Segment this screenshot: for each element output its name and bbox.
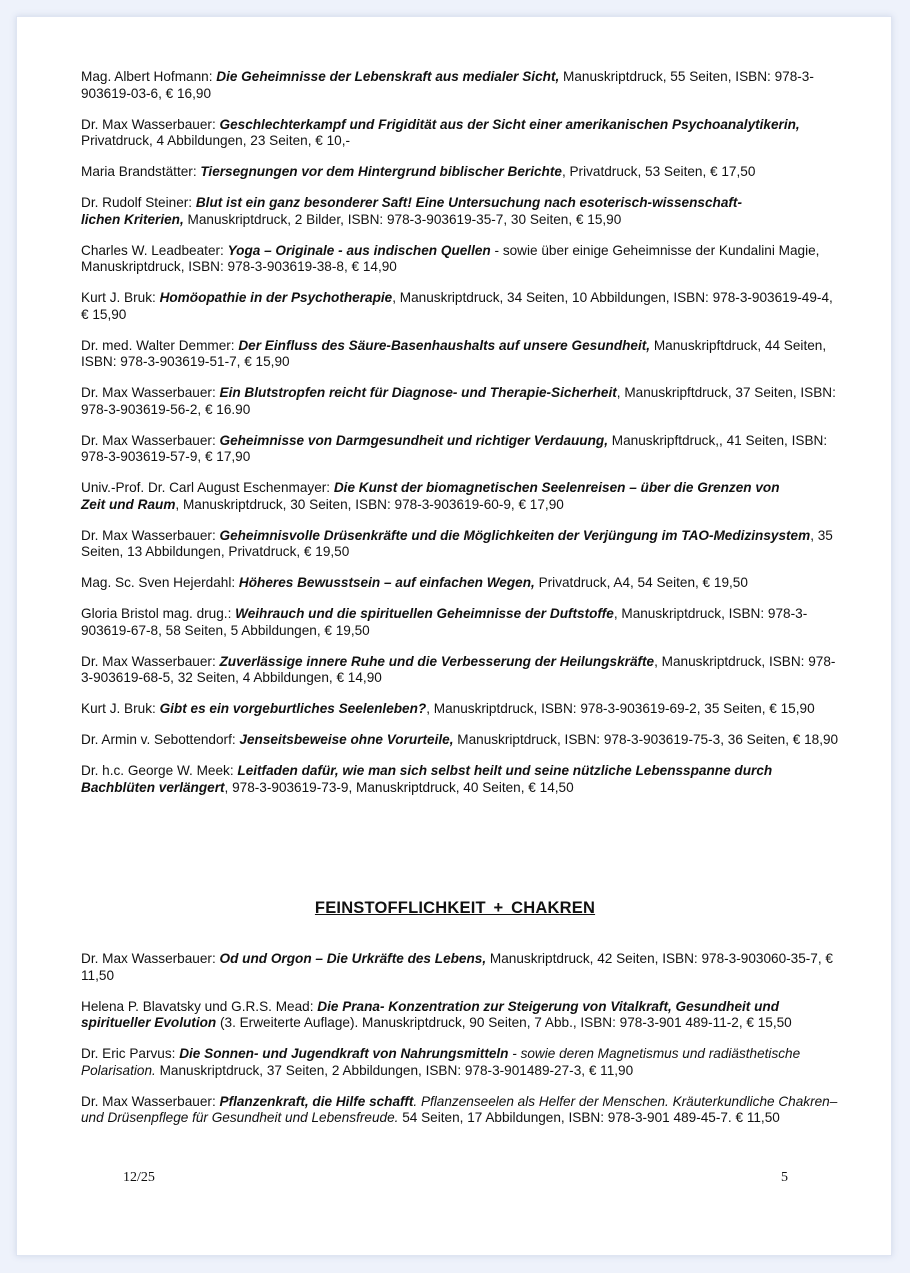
- book-title: Die Geheimnisse der Lebenskraft aus medialer Sicht,: [216, 69, 560, 84]
- book-title: Der Einfluss des Säure-Basenhaushalts auf unsere Gesundheit,: [238, 337, 651, 353]
- book-entry: Dr. Rudolf Steiner: Blut ist ein ganz besonderer Saft! Eine Untersuchung nach esoterisch-wissenschaft-lichen Kriterien, Manuskriptdruck, 2 Bilder, ISBN: 978-3-903619-35-7, 30 Seiten, € 15,90: [81, 195, 742, 227]
- book-title: Gibt es ein vorgeburtliches Seelenleben?: [159, 701, 427, 716]
- book-title: Blut ist ein ganz besonderer Saft! Eine Untersuchung nach esoterisch-wissenschaft-lichen Kriterien,: [81, 195, 742, 227]
- book-entry: Gloria Bristol mag. drug.: Weihrauch und die spirituellen Geheimnisse der Duftstoffe, Manuskriptdruck, ISBN: 978-3-903619-67-8, 58 Seiten, 5 Abbildungen, € 19,50: [81, 606, 808, 638]
- book-entry: Univ.-Prof. Dr. Carl August Eschenmayer: Die Kunst der biomagnetischen Seelenreisen – über die Grenzen von Zeit und Raum, Manuskriptdruck, 30 Seiten, ISBN: 978-3-903619-60-9, € 17,90: [81, 480, 780, 512]
- book-list-top: [81, 69, 841, 811]
- book-title: Ein Blutstropfen reicht für Diagnose- und Therapie-Sicherheit: [219, 385, 617, 400]
- page-number: 5: [781, 1170, 788, 1185]
- book-title: Pflanzenkraft, die Hilfe schafft: [219, 1093, 414, 1109]
- book-title: Geschlechterkampf und Frigidität aus der Sicht einer amerikanischen Psychoanalytikerin,: [219, 116, 800, 132]
- book-title: Yoga – Originale - aus indischen Quellen: [227, 242, 491, 258]
- book-entry: Dr. Max Wasserbauer: Pflanzenkraft, die Hilfe schafft. Pflanzenseelen als Helfer der Menschen. Kräuterkundliche Chakren– und Drüsenpflege für Gesundheit und Lebensfreude. 54 Seiten, 17 Abbildungen, ISBN: 978-3-901 489-45-7. € 11,50: [81, 1093, 838, 1125]
- book-entry: Dr. Armin v. Sebottendorf: Jenseitsbeweise ohne Vorurteile, Manuskriptdruck, ISBN: 978-3-903619-75-3, 36 Seiten, € 18,90: [81, 732, 839, 747]
- book-entry: Mag. Sc. Sven Hejerdahl: Höheres Bewusstsein – auf einfachen Wegen, Privatdruck, A4, 54 Seiten, € 19,50: [81, 575, 748, 590]
- book-title: Höheres Bewusstsein – auf einfachen Wegen,: [238, 575, 535, 590]
- book-title: Jenseitsbeweise ohne Vorurteile,: [239, 732, 454, 747]
- book-title: Leitfaden dafür, wie man sich selbst heilt und seine nützliche Lebensspanne durch Bachblüten verlängert: [81, 763, 773, 795]
- footer-date: 12/25: [123, 1170, 155, 1185]
- book-title: Die Prana- Konzentration zur Steigerung von Vitalkraft, Gesundheit und spiritueller Evolution: [81, 998, 779, 1030]
- book-title: Homöopathie in der Psychotherapie: [159, 290, 393, 305]
- book-entry: Kurt J. Bruk: Homöopathie in der Psychotherapie, Manuskriptdruck, 34 Seiten, 10 Abbildungen, ISBN: 978-3-903619-49-4, € 15,90: [81, 290, 833, 322]
- book-entry: Dr. Max Wasserbauer: Geschlechterkampf und Frigidität aus der Sicht einer amerikanischen Psychoanalytikerin, Privatdruck, 4 Abbildungen, 23 Seiten, € 10,-: [81, 116, 800, 148]
- book-title: Od und Orgon – Die Urkräfte des Lebens,: [219, 951, 487, 966]
- section-heading: FEINSTOFFLICHKEIT + CHAKREN: [314, 899, 596, 917]
- book-entry: Dr. Max Wasserbauer: Od und Orgon – Die Urkräfte des Lebens, Manuskriptdruck, 42 Seiten, ISBN: 978-3-903060-35-7, € 11,50: [81, 951, 833, 983]
- book-title: Zuverlässige innere Ruhe und die Verbesserung der Heilungskräfte: [219, 653, 655, 669]
- document-page: [16, 16, 892, 1256]
- book-list-bottom: [81, 951, 841, 1141]
- book-title: Die Kunst der biomagnetischen Seelenreisen – über die Grenzen von Zeit und Raum: [81, 480, 780, 512]
- book-entry: Dr. Max Wasserbauer: Zuverlässige innere Ruhe und die Verbesserung der Heilungskräfte, Manuskriptdruck, ISBN: 978-3-903619-68-5, 32 Seiten, 4 Abbildungen, € 14,90: [81, 653, 836, 685]
- book-entry: Dr. Max Wasserbauer: Ein Blutstropfen reicht für Diagnose- und Therapie-Sicherheit, Manuskripftdruck, 37 Seiten, ISBN: 978-3-903619-56-2, € 16.90: [81, 385, 836, 417]
- book-entry: Helena P. Blavatsky und G.R.S. Mead: Die Prana- Konzentration zur Steigerung von Vitalkraft, Gesundheit und spiritueller Evolution (3. Erweiterte Auflage). Manuskriptdruck, 90 Seiten, 7 Abb., ISBN: 978-3-901 489-11-2, € 15,50: [81, 998, 792, 1030]
- book-entry: Kurt J. Bruk: Gibt es ein vorgeburtliches Seelenleben?, Manuskriptdruck, ISBN: 978-3-903619-69-2, 35 Seiten, € 15,90: [81, 701, 815, 716]
- book-entry: Dr. h.c. George W. Meek: Leitfaden dafür, wie man sich selbst heilt und seine nützliche Lebensspanne durch Bachblüten verlängert, 978-3-903619-73-9, Manuskriptdruck, 40 Seiten, € 14,50: [81, 763, 773, 795]
- book-entry: Maria Brandstätter: Tiersegnungen vor dem Hintergrund biblischer Berichte, Privatdruck, 53 Seiten, € 17,50: [81, 164, 756, 179]
- book-title: Geheimnisvolle Drüsenkräfte und die Möglichkeiten der Verjüngung im TAO-Medizinsystem: [219, 527, 811, 543]
- book-entry: Charles W. Leadbeater: Yoga – Originale - aus indischen Quellen - sowie über einige Geheimnisse der Kundalini Magie, Manuskriptdruck, ISBN: 978-3-903619-38-8, € 14,90: [81, 242, 820, 274]
- book-title: Weihrauch und die spirituellen Geheimnisse der Duftstoffe: [235, 606, 614, 621]
- book-title: Die Sonnen- und Jugendkraft von Nahrungsmitteln: [179, 1046, 509, 1061]
- book-entry: Dr. Eric Parvus: Die Sonnen- und Jugendkraft von Nahrungsmitteln - sowie deren Magnetismus und radiästhetische Polarisation. Manuskriptdruck, 37 Seiten, 2 Abbildungen, ISBN: 978-3-901489-27-3, € 11,90: [81, 1046, 801, 1078]
- book-entry: Dr. med. Walter Demmer: Der Einfluss des Säure-Basenhaushalts auf unsere Gesundheit, Manuskripftdruck, 44 Seiten, ISBN: 978-3-903619-51-7, € 15,90: [81, 337, 827, 369]
- book-title: Tiersegnungen vor dem Hintergrund biblischer Berichte: [200, 164, 562, 179]
- book-title: Geheimnisse von Darmgesundheit und richtiger Verdauung,: [219, 432, 608, 448]
- book-entry: Dr. Max Wasserbauer: Geheimnisvolle Drüsenkräfte und die Möglichkeiten der Verjüngung im TAO-Medizinsystem, 35 Seiten, 13 Abbildungen, Privatdruck, € 19,50: [81, 527, 833, 559]
- book-entry: Mag. Albert Hofmann: Die Geheimnisse der Lebenskraft aus medialer Sicht, Manuskriptdruck, 55 Seiten, ISBN: 978-3-903619-03-6, € 16,90: [81, 69, 814, 101]
- book-entry: Dr. Max Wasserbauer: Geheimnisse von Darmgesundheit und richtiger Verdauung, Manuskripftdruck,, 41 Seiten, ISBN: 978-3-903619-57-9, € 17,90: [81, 432, 828, 464]
